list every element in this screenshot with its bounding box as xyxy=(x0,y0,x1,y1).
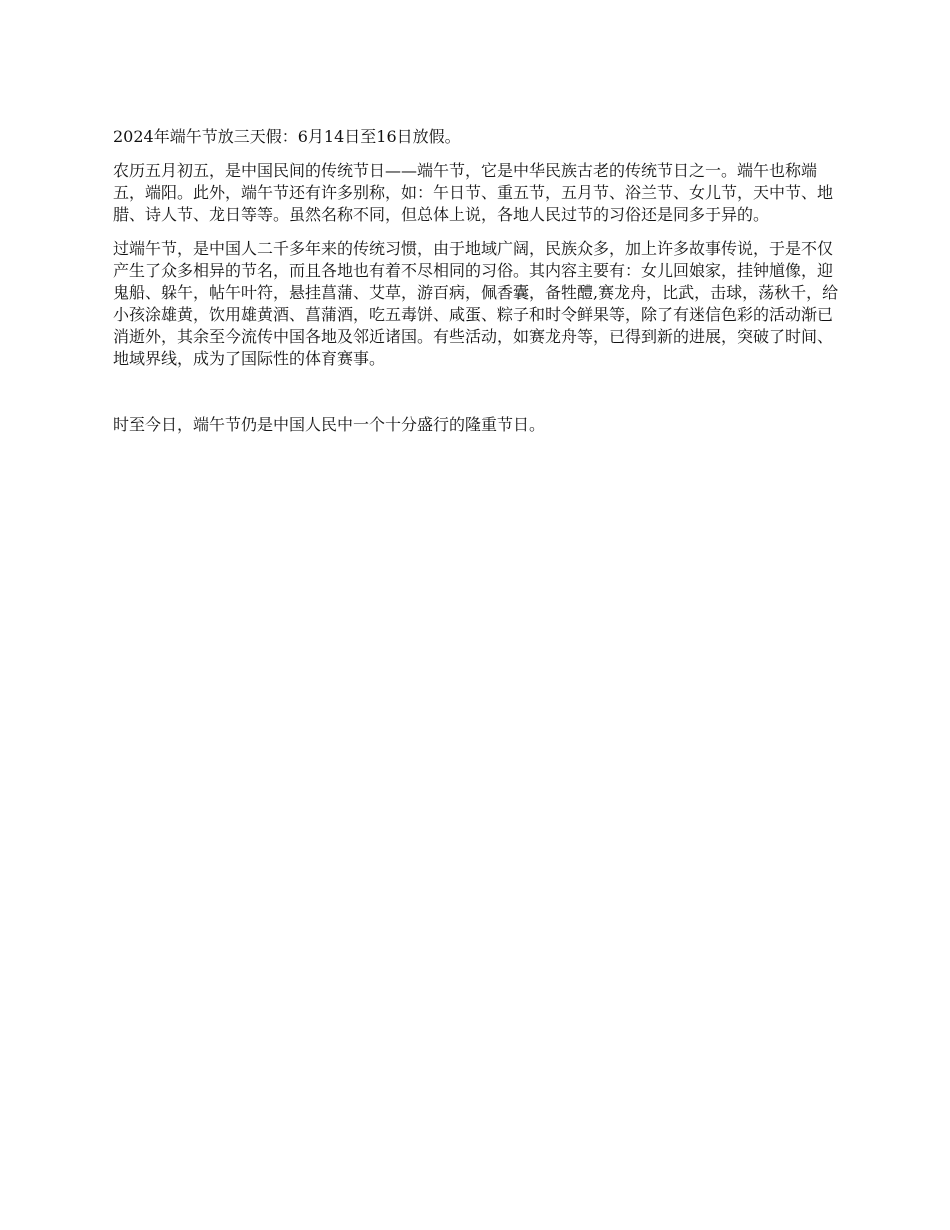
closing-paragraph: 时至今日，端午节仍是中国人民中一个十分盛行的隆重节日。 xyxy=(113,415,546,434)
festival-intro-paragraph: 农历五月初五，是中国民间的传统节日——端午节，它是中华民族古老的传统节日之一。端午也称端五，端阳。此外，端午节还有许多别称，如：午日节、重五节，五月节、浴兰节、女儿节，天中节、地腊、诗人节、龙日等等。虽然名称不同，但总体上说，各地人民过节的习俗还是同多于异的。 xyxy=(113,161,834,224)
document-body xyxy=(113,126,840,436)
customs-paragraph: 过端午节，是中国人二千多年来的传统习惯，由于地域广阔，民族众多，加上许多故事传说，于是不仅产生了众多相异的节名，而且各地也有着不尽相同的习俗。其内容主要有：女儿回娘家，挂钟馗像，迎鬼船、躲午，帖午叶符，悬挂菖蒲、艾草，游百病，佩香囊，备牲醴,赛龙舟，比武，击球，荡秋千，给小孩涂雄黄，饮用雄黄酒、菖蒲酒，吃五毒饼、咸蛋、粽子和时令鲜果等，除了有迷信色彩的活动渐已消逝外，其余至今流传中国各地及邻近诸国。有些活动，如赛龙舟等，已得到新的进展，突破了时间、地域界线，成为了国际性的体育赛事。 xyxy=(113,239,839,368)
paragraph-gap xyxy=(113,370,840,414)
holiday-notice-paragraph: 2024年端午节放三天假：6月14日至16日放假。 xyxy=(113,127,461,146)
